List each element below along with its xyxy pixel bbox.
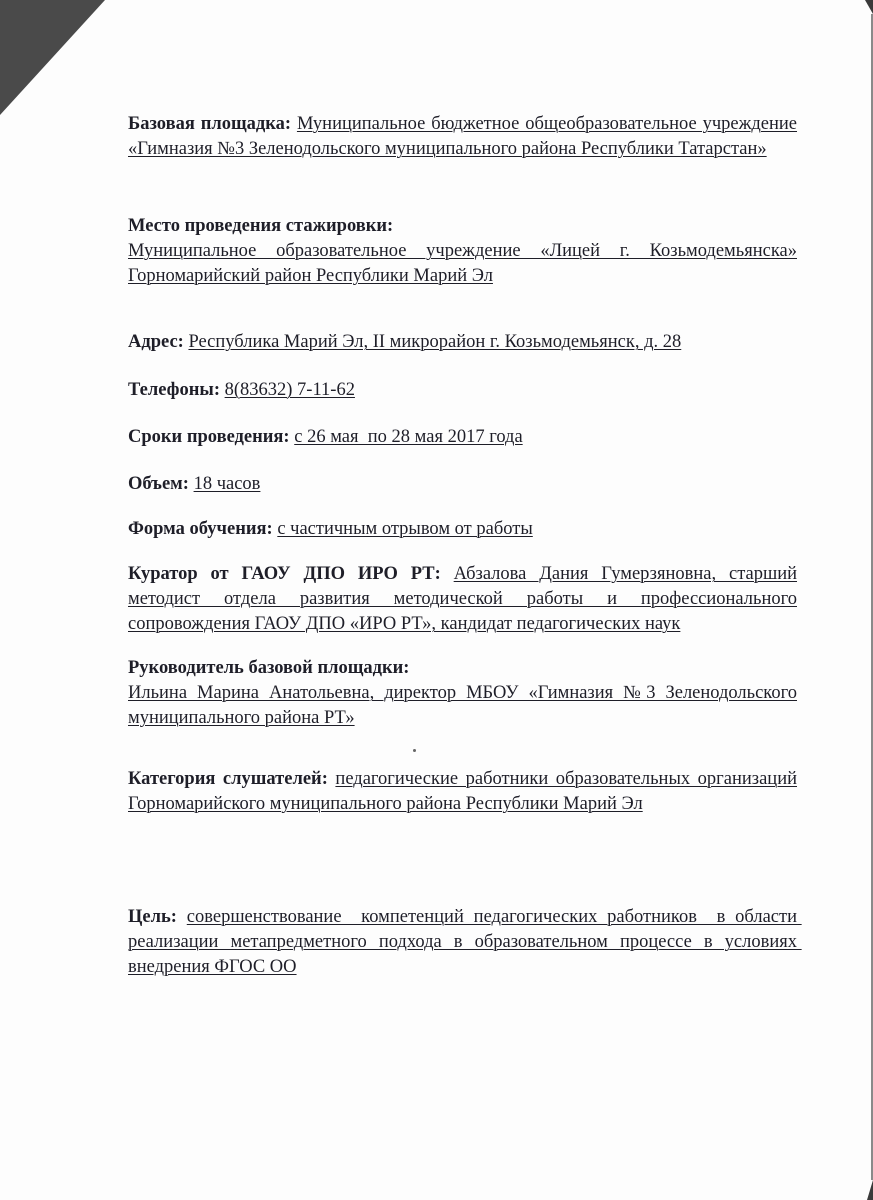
scan-corner-shadow-right [865,0,873,14]
dates-value: с 26 мая по 28 мая 2017 года [294,427,523,447]
dates-section [128,425,797,450]
scan-corner-shadow [0,0,105,115]
audience-value: педагогические работники образовательных организаций Горномарийского муниципального района Республики Марий Эл [128,769,798,814]
study-form-value: с частичным отрывом от работы [277,519,533,539]
base-site-value: Муниципальное бюджетное общеобразовательное учреждение «Гимназия №3 Зеленодольского муниципального района Республики Татарстан» [128,114,798,159]
venue-label: Место проведения стажировки: [128,216,394,236]
curator-label: Куратор от ГАОУ ДПО ИРО РТ: [128,564,441,584]
venue-value: Муниципальное образовательное учреждение «Лицей г. Козьмодемьянска» Горномарийский район Республики Марий Эл [128,241,797,286]
audience-label: Категория слушателей: [128,769,328,789]
audience-section [128,767,797,817]
study-form-label: Форма обучения: [128,519,273,539]
head-section [128,656,797,731]
goal-section [128,905,802,980]
dates-label: Сроки проведения: [128,427,290,447]
volume-section [128,472,797,497]
scan-corner-shadow-bottom [867,1180,873,1200]
head-value: Ильина Марина Анатольевна, директор МБОУ «Гимназия №3 Зеленодольского муниципального района РТ» [128,683,797,728]
head-label: Руководитель базовой площадки: [128,658,410,678]
base-site-section [128,112,797,162]
curator-section [128,562,797,637]
volume-value: 18 часов [193,474,261,494]
curator-value: Абзалова Дания Гумерзяновна, старший методист отдела развития методической работы и профессионального сопровождения ГАОУ ДПО «ИРО РТ», кандидат педагогических наук [128,564,798,634]
base-site-label: Базовая площадка: [128,114,292,134]
goal-label: Цель: [128,907,177,927]
scan-dot [413,749,416,752]
phones-value: 8(83632) 7-11-62 [224,380,355,400]
study-form-section [128,517,797,542]
volume-label: Объем: [128,474,189,494]
venue-section [128,214,797,289]
phones-label: Телефоны: [128,380,220,400]
address-label: Адрес: [128,332,184,352]
address-section [128,330,797,355]
goal-value: совершенствование компетенций педагогических работников в области реализации метапредметного подхода в образовательном процессе в условиях внедрения ФГОС ОО [128,907,802,977]
phones-section [128,378,797,403]
address-value: Республика Марий Эл, II микрорайон г. Козьмодемьянск, д. 28 [188,332,682,352]
